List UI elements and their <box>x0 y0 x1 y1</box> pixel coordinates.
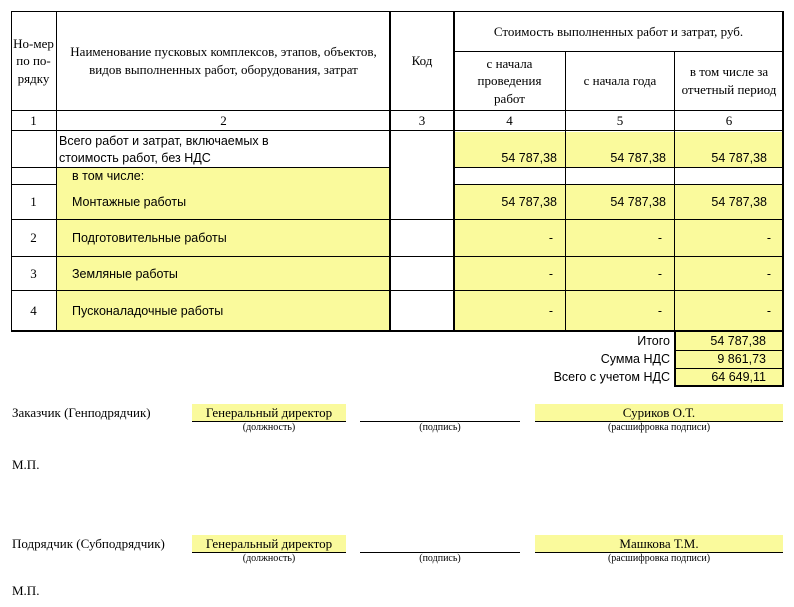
customer-name: Суриков О.Т. <box>535 404 783 422</box>
row-name: Земляные работы <box>72 266 178 281</box>
total-row-since-start: 54 787,38 <box>501 150 557 165</box>
row-reporting: 54 787,38 <box>711 194 767 209</box>
totals-value: 9 861,73 <box>717 352 766 366</box>
header-number: Но-мер по по-рядку <box>13 35 54 86</box>
contractor-role-label: Подрядчик (Субподрядчик) <box>12 536 165 551</box>
header-since-year: с начала года <box>583 73 657 89</box>
row-number: 2 <box>30 230 37 246</box>
row-since-start: 54 787,38 <box>501 194 557 209</box>
row-since-start: - <box>548 231 553 245</box>
customer-stamp-label: М.П. <box>12 457 40 472</box>
header-name: Наименование пусковых комплексов, этапов, объектов, видов выполненных работ, оборудования, затрат <box>70 44 377 77</box>
header-reporting: в том числе за отчетный период <box>681 64 777 97</box>
customer-role-label: Заказчик (Генподрядчик) <box>12 405 151 420</box>
contractor-stamp-label: М.П. <box>12 583 40 598</box>
column-number-5: 5 <box>616 113 624 129</box>
totals-value: 54 787,38 <box>710 334 766 348</box>
contractor-position: Генеральный директор <box>192 535 346 553</box>
including-label: в том числе: <box>72 168 145 183</box>
totals-value: 64 649,11 <box>711 370 766 384</box>
row-since-start: - <box>548 304 553 318</box>
column-number-1: 1 <box>30 113 37 129</box>
total-row-label: Всего работ и затрат, включаемых в стоимость работ, без НДС <box>59 134 269 165</box>
row-name: Монтажные работы <box>72 194 187 209</box>
row-since-year: - <box>657 231 662 245</box>
row-since-year: - <box>657 304 662 318</box>
row-since-start: - <box>548 266 553 281</box>
row-name: Пусконаладочные работы <box>72 304 224 318</box>
row-number: 1 <box>30 193 37 209</box>
header-cost-group: Стоимость выполненных работ и затрат, руб. <box>493 24 744 40</box>
contractor-name: Машкова Т.М. <box>535 535 783 553</box>
total-row-since-year: 54 787,38 <box>610 150 666 165</box>
row-since-year: 54 787,38 <box>610 194 666 209</box>
row-reporting: - <box>766 304 771 318</box>
column-number-2: 2 <box>220 113 227 129</box>
customer-signature-caption: (подпись) <box>419 422 461 433</box>
totals-label: Сумма НДС <box>600 352 670 366</box>
totals-label: Итого <box>637 334 670 348</box>
column-number-6: 6 <box>725 113 733 129</box>
customer-position-caption: (должность) <box>242 422 296 433</box>
customer-decoding-caption: (расшифровка подписи) <box>607 422 711 433</box>
header-since-start: с начала проведения работ <box>477 55 542 106</box>
contractor-decoding-caption: (расшифровка подписи) <box>607 553 711 564</box>
column-number-3: 3 <box>418 113 426 129</box>
total-row-reporting: 54 787,38 <box>711 150 767 165</box>
contractor-signature-caption: (подпись) <box>419 553 461 564</box>
row-reporting: - <box>766 266 771 281</box>
customer-position: Генеральный директор <box>192 404 346 422</box>
row-name: Подготовительные работы <box>72 231 227 245</box>
row-since-year: - <box>657 266 662 281</box>
totals-label: Всего с учетом НДС <box>553 370 670 384</box>
column-number-4: 4 <box>506 113 513 129</box>
contractor-position-caption: (должность) <box>242 553 296 564</box>
row-number: 3 <box>30 265 37 281</box>
header-code: Код <box>411 53 433 69</box>
row-reporting: - <box>766 231 771 245</box>
row-number: 4 <box>30 303 37 319</box>
